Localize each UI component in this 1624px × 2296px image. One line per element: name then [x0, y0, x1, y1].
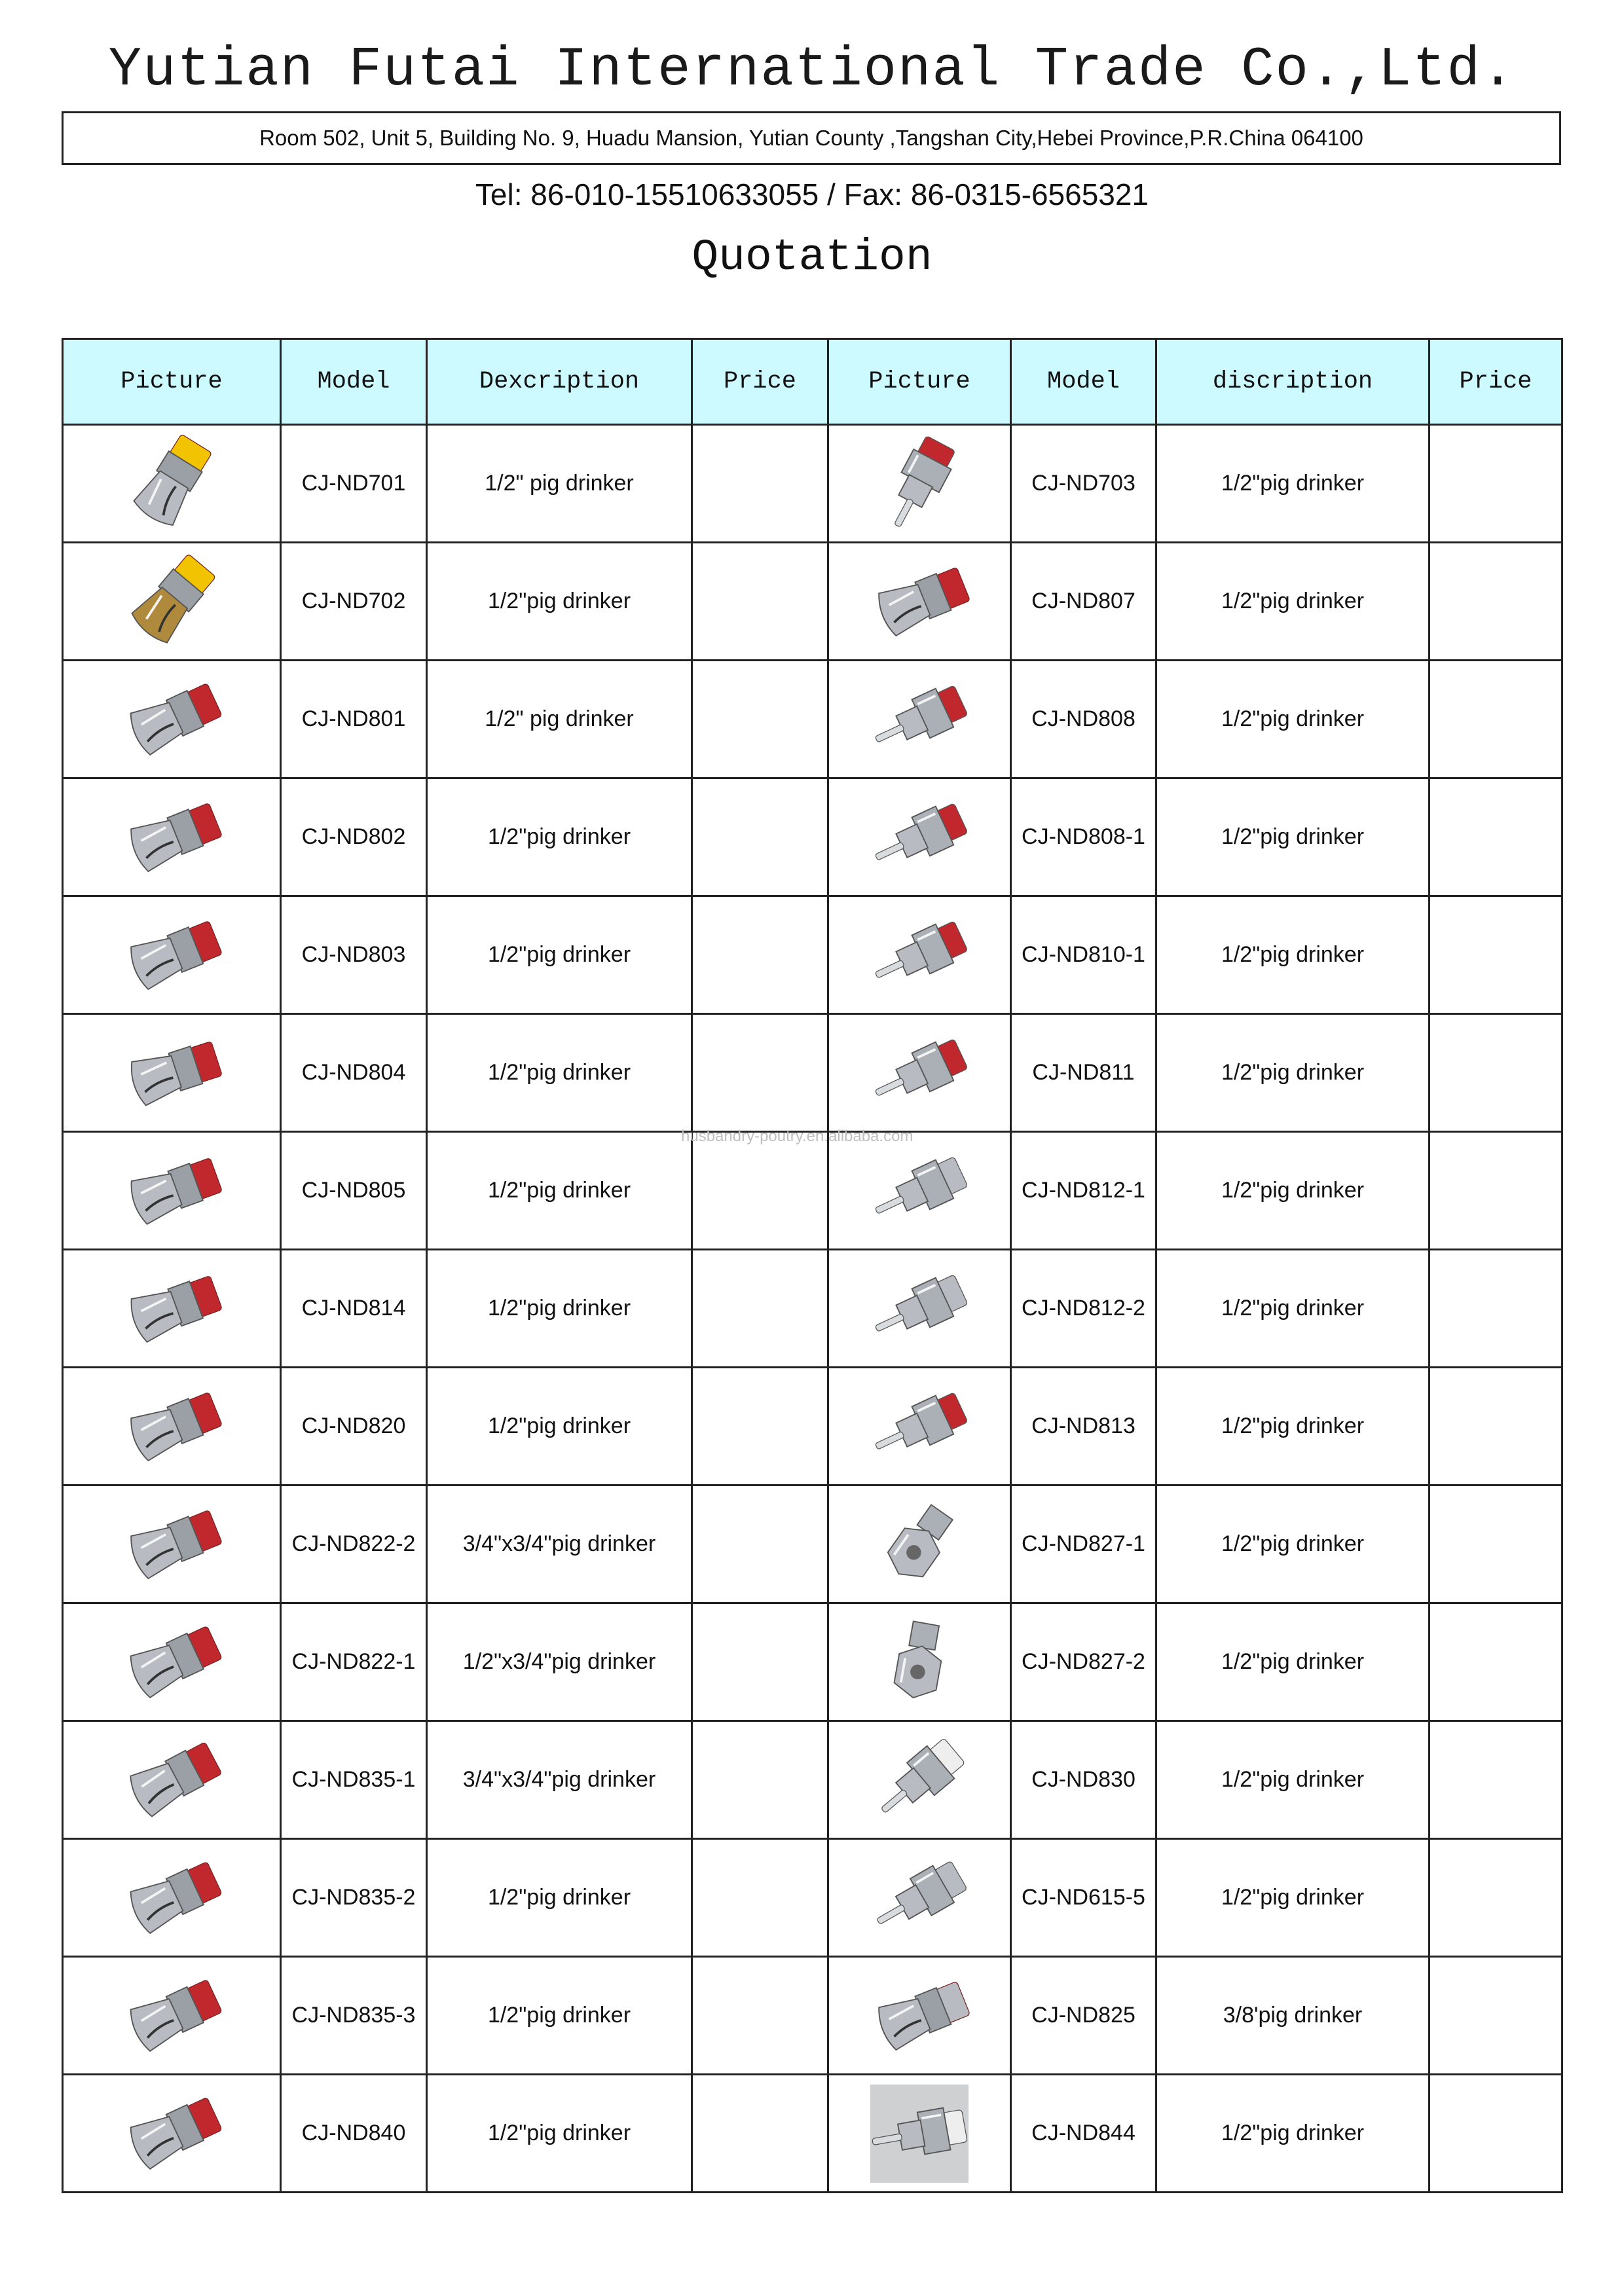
price-cell [692, 2075, 828, 2193]
description-cell: 1/2"pig drinker [1156, 425, 1430, 543]
description-cell: 3/8'pig drinker [1156, 1957, 1430, 2075]
pig-drinker-icon [100, 1377, 244, 1476]
table-row [63, 1839, 1562, 1957]
pig-drinker-icon [847, 1142, 991, 1240]
description-cell: 3/4"x3/4"pig drinker [427, 1721, 692, 1839]
picture-cell [828, 661, 1011, 778]
price-cell [1430, 1014, 1562, 1132]
picture-cell [63, 1839, 281, 1957]
pig-drinker-icon [100, 788, 244, 886]
price-cell [1430, 1132, 1562, 1250]
col-header-price: Price [692, 339, 828, 425]
price-cell [692, 1721, 828, 1839]
picture-cell [828, 2075, 1011, 2193]
picture-cell [828, 543, 1011, 661]
description-cell: 1/2"pig drinker [1156, 2075, 1430, 2193]
model-cell: CJ-ND615-5 [1011, 1839, 1156, 1957]
model-cell: CJ-ND844 [1011, 2075, 1156, 2193]
pig-drinker-icon [100, 1849, 244, 1947]
table-row [63, 661, 1562, 778]
model-cell: CJ-ND822-1 [281, 1603, 427, 1721]
description-cell: 1/2" pig drinker [427, 425, 692, 543]
picture-cell [828, 1721, 1011, 1839]
pig-drinker-icon [100, 906, 244, 1004]
model-cell: CJ-ND827-1 [1011, 1485, 1156, 1603]
description-cell: 1/2"pig drinker [1156, 1014, 1430, 1132]
description-cell: 1/2"pig drinker [427, 2075, 692, 2193]
description-cell: 1/2"pig drinker [427, 1132, 692, 1250]
col-header-picture: Picture [63, 339, 281, 425]
model-cell: CJ-ND840 [281, 2075, 427, 2193]
header-row [63, 339, 1562, 425]
price-cell [692, 425, 828, 543]
model-cell: CJ-ND702 [281, 543, 427, 661]
quotation-table [62, 338, 1563, 2193]
picture-cell [63, 896, 281, 1014]
model-cell: CJ-ND808 [1011, 661, 1156, 778]
picture-cell [63, 1485, 281, 1603]
price-cell [1430, 1721, 1562, 1839]
model-cell: CJ-ND835-2 [281, 1839, 427, 1957]
description-cell: 1/2"pig drinker [1156, 661, 1430, 778]
price-cell [692, 661, 828, 778]
model-cell: CJ-ND822-2 [281, 1485, 427, 1603]
description-cell: 1/2"pig drinker [1156, 1485, 1430, 1603]
price-cell [1430, 2075, 1562, 2193]
model-cell: CJ-ND820 [281, 1368, 427, 1485]
col-header-price: Price [1430, 339, 1562, 425]
picture-cell [828, 1839, 1011, 1957]
price-cell [1430, 1368, 1562, 1485]
table-row [63, 1368, 1562, 1485]
pig-drinker-icon [100, 553, 244, 651]
price-cell [692, 896, 828, 1014]
table-row [63, 896, 1562, 1014]
table-row [63, 1957, 1562, 2075]
picture-cell [828, 778, 1011, 896]
model-cell: CJ-ND835-1 [281, 1721, 427, 1839]
col-header-description: Dexcription [427, 339, 692, 425]
pig-drinker-icon [100, 1967, 244, 2065]
price-cell [1430, 661, 1562, 778]
contact-line: Tel: 86-010-15510633055 / Fax: 86-0315-6565321 [475, 177, 1149, 211]
picture-cell [63, 543, 281, 661]
description-cell: 3/4"x3/4"pig drinker [427, 1485, 692, 1603]
description-cell: 1/2"pig drinker [427, 1250, 692, 1368]
description-cell: 1/2"pig drinker [427, 1957, 692, 2075]
price-cell [1430, 1250, 1562, 1368]
col-header-model: Model [281, 339, 427, 425]
picture-cell [63, 1250, 281, 1368]
picture-cell [63, 1603, 281, 1721]
pig-drinker-icon [847, 1024, 991, 1122]
table-row [63, 1603, 1562, 1721]
model-cell: CJ-ND811 [1011, 1014, 1156, 1132]
pig-drinker-icon [847, 1495, 991, 1594]
price-cell [1430, 1839, 1562, 1957]
picture-cell [63, 661, 281, 778]
picture-cell [63, 425, 281, 543]
table-row [63, 425, 1562, 543]
model-cell: CJ-ND825 [1011, 1957, 1156, 2075]
address-box [62, 111, 1561, 165]
picture-cell [63, 1368, 281, 1485]
pig-drinker-icon [847, 435, 991, 533]
col-header-description: discription [1156, 339, 1430, 425]
description-cell: 1/2"pig drinker [1156, 543, 1430, 661]
col-header-picture: Picture [828, 339, 1011, 425]
price-cell [692, 1132, 828, 1250]
pig-drinker-icon [847, 1260, 991, 1358]
description-cell: 1/2"x3/4"pig drinker [427, 1603, 692, 1721]
pig-drinker-icon [847, 1731, 991, 1829]
price-cell [692, 778, 828, 896]
price-cell [1430, 1603, 1562, 1721]
table-row [63, 1721, 1562, 1839]
pig-drinker-icon [847, 1613, 991, 1711]
description-cell: 1/2"pig drinker [1156, 1839, 1430, 1957]
description-cell: 1/2"pig drinker [1156, 1721, 1430, 1839]
model-cell: CJ-ND830 [1011, 1721, 1156, 1839]
model-cell: CJ-ND804 [281, 1014, 427, 1132]
pig-drinker-icon [847, 1377, 991, 1476]
price-cell [1430, 778, 1562, 896]
pig-drinker-icon [847, 553, 991, 651]
pig-drinker-icon [847, 670, 991, 769]
table-row [63, 1250, 1562, 1368]
model-cell: CJ-ND814 [281, 1250, 427, 1368]
description-cell: 1/2"pig drinker [427, 1014, 692, 1132]
picture-cell [828, 1014, 1011, 1132]
price-cell [692, 1957, 828, 2075]
table-row [63, 1485, 1562, 1603]
model-cell: CJ-ND802 [281, 778, 427, 896]
model-cell: CJ-ND810-1 [1011, 896, 1156, 1014]
price-cell [1430, 1957, 1562, 2075]
picture-cell [828, 1132, 1011, 1250]
description-cell: 1/2"pig drinker [1156, 778, 1430, 896]
picture-cell [828, 1957, 1011, 2075]
picture-cell [63, 2075, 281, 2193]
description-cell: 1/2"pig drinker [427, 1839, 692, 1957]
description-cell: 1/2"pig drinker [1156, 1368, 1430, 1485]
pig-drinker-icon [100, 1024, 244, 1122]
picture-cell [828, 896, 1011, 1014]
document-title: Quotation [692, 232, 932, 283]
model-cell: CJ-ND812-1 [1011, 1132, 1156, 1250]
price-cell [1430, 543, 1562, 661]
price-cell [1430, 1485, 1562, 1603]
price-cell [692, 1368, 828, 1485]
company-name: Yutian Futai International Trade Co.,Ltd. [108, 39, 1516, 101]
picture-cell [828, 1250, 1011, 1368]
picture-cell [828, 425, 1011, 543]
model-cell: CJ-ND801 [281, 661, 427, 778]
model-cell: CJ-ND812-2 [1011, 1250, 1156, 1368]
price-cell [692, 1485, 828, 1603]
picture-cell [828, 1485, 1011, 1603]
model-cell: CJ-ND703 [1011, 425, 1156, 543]
picture-cell [63, 1014, 281, 1132]
price-cell [692, 1014, 828, 1132]
price-cell [692, 1603, 828, 1721]
pig-drinker-icon [847, 1849, 991, 1947]
pig-drinker-icon [100, 1142, 244, 1240]
pig-drinker-icon [100, 2085, 244, 2183]
description-cell: 1/2"pig drinker [427, 543, 692, 661]
description-cell: 1/2"pig drinker [1156, 1250, 1430, 1368]
table-row [63, 543, 1562, 661]
pig-drinker-icon [847, 788, 991, 886]
description-cell: 1/2"pig drinker [1156, 1603, 1430, 1721]
price-cell [1430, 896, 1562, 1014]
pig-drinker-icon [100, 1731, 244, 1829]
pig-drinker-icon [100, 1613, 244, 1711]
picture-cell [828, 1603, 1011, 1721]
pig-drinker-icon [100, 1260, 244, 1358]
pig-drinker-icon [847, 2085, 991, 2183]
pig-drinker-icon [847, 1967, 991, 2065]
table-row [63, 1132, 1562, 1250]
picture-cell [63, 778, 281, 896]
picture-cell [63, 1721, 281, 1839]
description-cell: 1/2"pig drinker [1156, 1132, 1430, 1250]
model-cell: CJ-ND827-2 [1011, 1603, 1156, 1721]
description-cell: 1/2" pig drinker [427, 661, 692, 778]
model-cell: CJ-ND808-1 [1011, 778, 1156, 896]
model-cell: CJ-ND835-3 [281, 1957, 427, 2075]
description-cell: 1/2"pig drinker [1156, 896, 1430, 1014]
model-cell: CJ-ND805 [281, 1132, 427, 1250]
picture-cell [63, 1957, 281, 2075]
model-cell: CJ-ND701 [281, 425, 427, 543]
pig-drinker-icon [847, 906, 991, 1004]
picture-cell [63, 1132, 281, 1250]
model-cell: CJ-ND807 [1011, 543, 1156, 661]
pig-drinker-icon [100, 435, 244, 533]
picture-cell [828, 1368, 1011, 1485]
pig-drinker-icon [100, 670, 244, 769]
price-cell [1430, 425, 1562, 543]
description-cell: 1/2"pig drinker [427, 896, 692, 1014]
col-header-model: Model [1011, 339, 1156, 425]
table-row [63, 778, 1562, 896]
price-cell [692, 543, 828, 661]
table-row [63, 1014, 1562, 1132]
description-cell: 1/2"pig drinker [427, 778, 692, 896]
price-cell [692, 1250, 828, 1368]
table-row [63, 2075, 1562, 2193]
description-cell: 1/2"pig drinker [427, 1368, 692, 1485]
company-address: Room 502, Unit 5, Building No. 9, Huadu Mansion, Yutian County ,Tangshan City,Hebei Province,P.R.China 064100 [259, 126, 1363, 150]
watermark: husbandry-poutry.en.alibaba.com [681, 1127, 913, 1145]
model-cell: CJ-ND813 [1011, 1368, 1156, 1485]
price-cell [692, 1839, 828, 1957]
pig-drinker-icon [100, 1495, 244, 1594]
model-cell: CJ-ND803 [281, 896, 427, 1014]
